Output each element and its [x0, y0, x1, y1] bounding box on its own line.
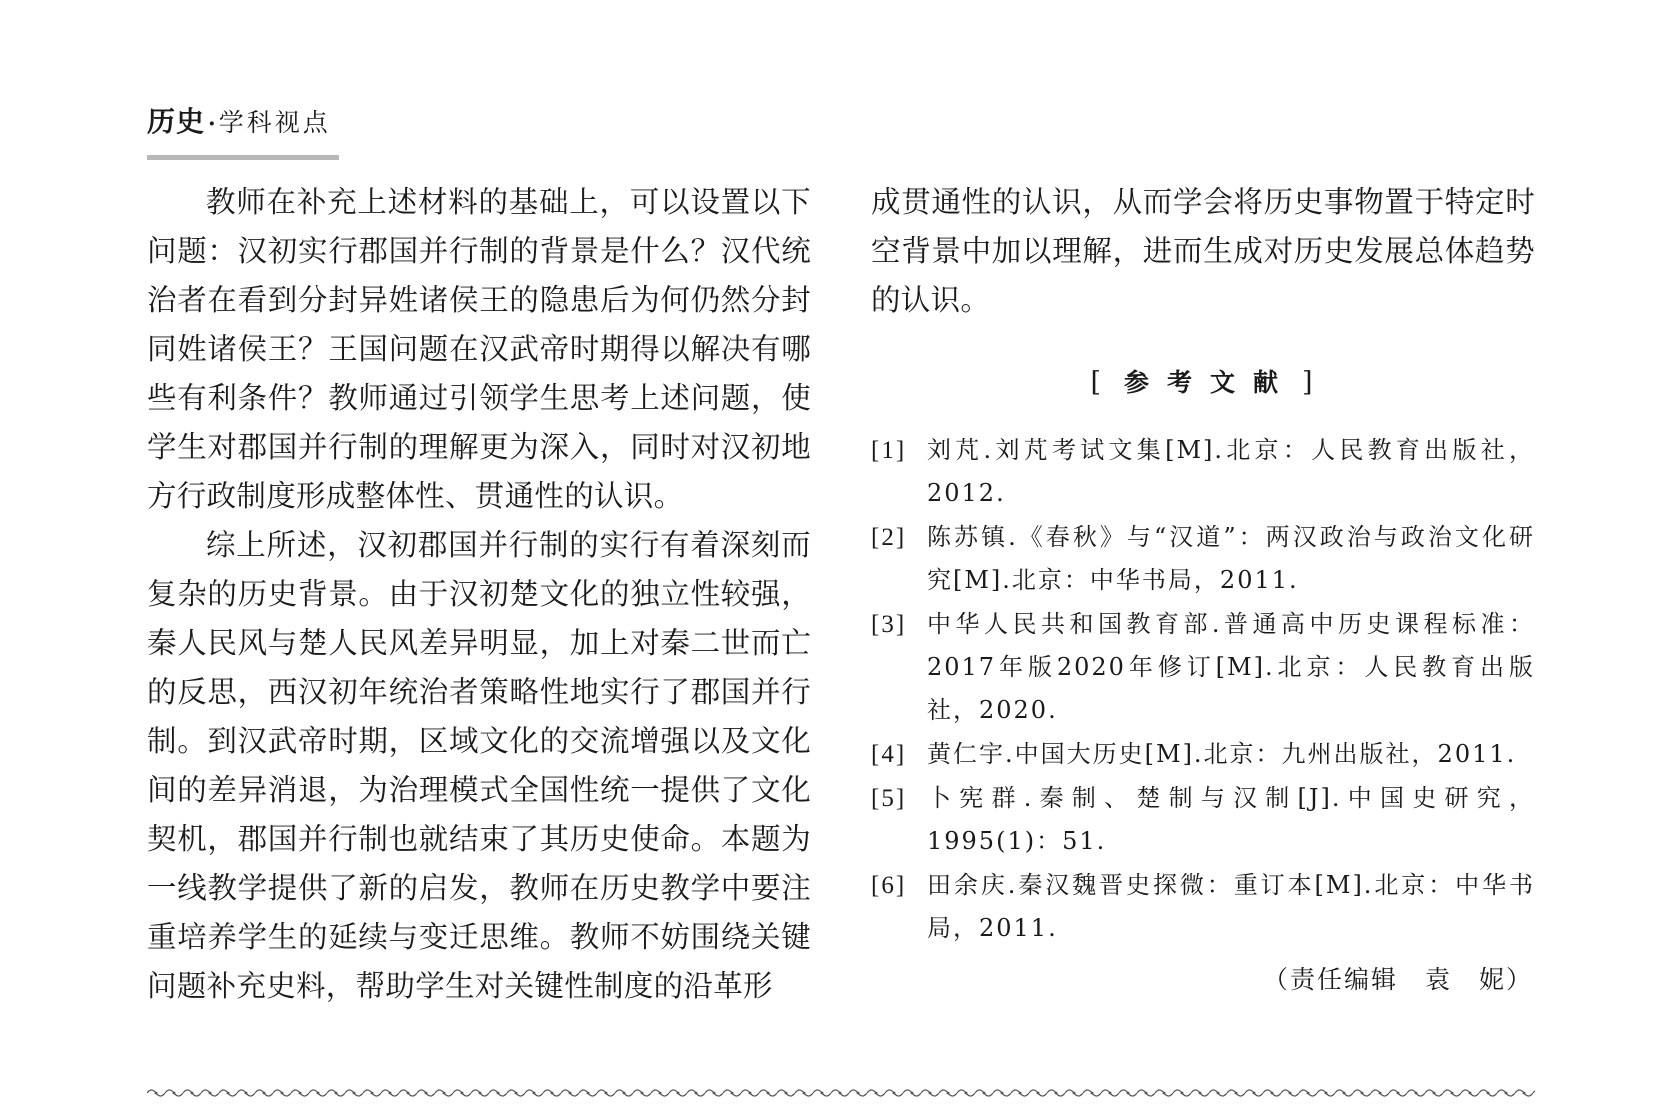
reference-number: [5]	[871, 785, 907, 812]
reference-item	[871, 429, 1535, 515]
reference-number: [4]	[871, 741, 907, 768]
references-close-bracket: ]	[1302, 367, 1316, 398]
running-header	[147, 100, 331, 150]
body-paragraph-2: 综上所述，汉初郡国并行制的实行有着深刻而复杂的历史背景。由于汉初楚文化的独立性较强，秦人民风与楚人民风差异明显，加上对秦二世而亡的反思，西汉初年统治者策略性地实行了郡国并行制。到汉武帝时期，区域文化的交流增强以及文化间的差异消退，为治理模式全国性统一提供了文化契机，郡国并行制也就结束了其历史使命。本题为一线教学提供了新的启发，教师在历史教学中要注重培养学生的延续与变迁思维。教师不妨围绕关键问题补充史料，帮助学生对关键性制度的沿革形	[147, 528, 811, 1003]
reference-item	[871, 603, 1535, 732]
reference-item	[871, 733, 1535, 776]
right-column	[871, 178, 1535, 996]
reference-item	[871, 777, 1535, 863]
reference-number: [3]	[871, 611, 907, 638]
header-section: 学科视点	[218, 108, 331, 137]
left-column	[147, 178, 811, 1011]
references-heading	[871, 363, 1535, 399]
reference-text: 陈苏镇.《春秋》与“汉道”：两汉政治与政治文化研究[M].北京：中华书局，2011.	[927, 523, 1535, 594]
reference-number: [1]	[871, 437, 907, 464]
reference-text: 中华人民共和国教育部.普通高中历史课程标准：2017年版2020年修订[M].北京：人民教育出版社，2020.	[927, 610, 1535, 724]
reference-text: 黄仁宇.中国大历史[M].北京：九州出版社，2011.	[927, 740, 1517, 768]
header-rule	[147, 155, 339, 160]
reference-text: 刘芃.刘芃考试文集[M].北京：人民教育出版社，2012.	[927, 436, 1535, 507]
header-separator: ·	[208, 111, 216, 137]
references-title: 参考文献	[1123, 368, 1296, 397]
references-open-bracket: [	[1090, 367, 1104, 398]
reference-number: [6]	[871, 872, 907, 899]
responsible-editor: （责任编辑 袁 妮）	[1262, 965, 1533, 994]
reference-text: 田余庆.秦汉魏晋史探微：重订本[M].北京：中华书局，2011.	[927, 871, 1535, 942]
reference-text: 卜宪群.秦制、楚制与汉制[J].中国史研究，1995(1)：51.	[927, 784, 1535, 855]
body-paragraph-continuation: 成贯通性的认识，从而学会将历史事物置于特定时空背景中加以理解，进而生成对历史发展总体趋势的认识。	[871, 185, 1535, 317]
reference-item	[871, 516, 1535, 602]
footer-ornament-border	[147, 1086, 1535, 1100]
reference-list	[871, 429, 1535, 950]
header-subject: 历史	[147, 105, 206, 138]
reference-item	[871, 864, 1535, 950]
body-paragraph-1: 教师在补充上述材料的基础上，可以设置以下问题：汉初实行郡国并行制的背景是什么？汉代统治者在看到分封异姓诸侯王的隐患后为何仍然分封同姓诸侯王？王国问题在汉武帝时期得以解决有哪些有利条件？教师通过引领学生思考上述问题，使学生对郡国并行制的理解更为深入，同时对汉初地方行政制度形成整体性、贯通性的认识。	[147, 185, 811, 513]
reference-number: [2]	[871, 524, 907, 551]
